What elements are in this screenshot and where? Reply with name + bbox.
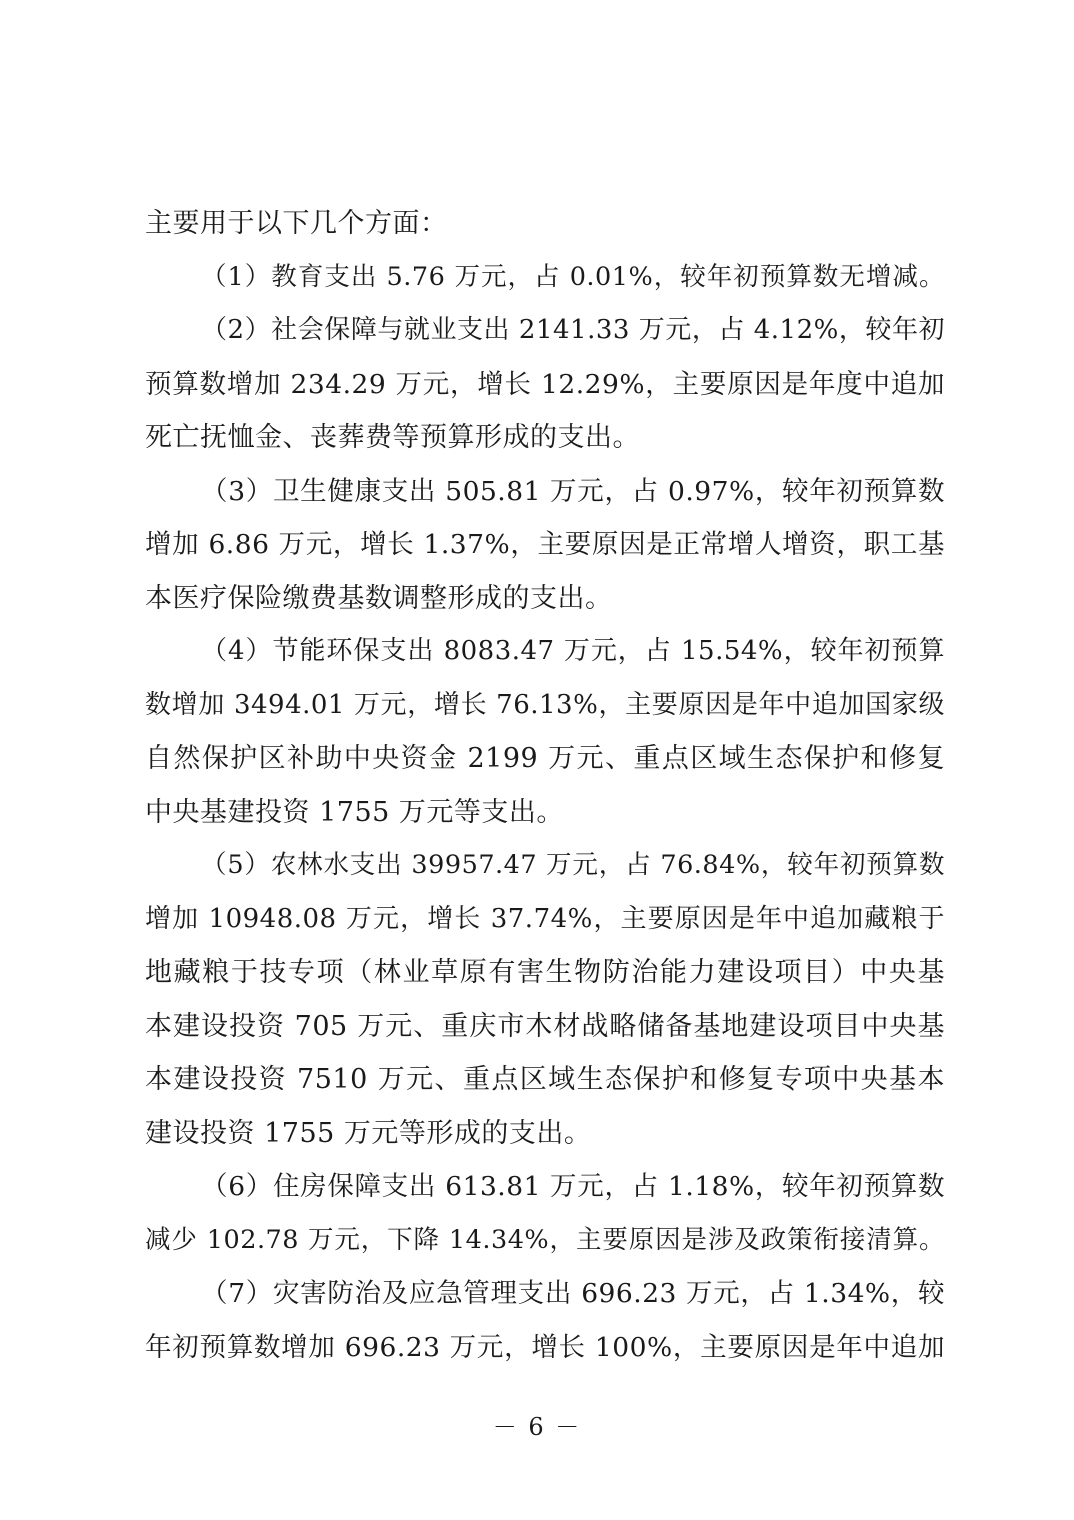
text-line: 增加 6.86 万元，增长 1.37%，主要原因是正常增人增资，职工基 [145,529,945,560]
text-line: 增加 10948.08 万元，增长 37.74%，主要原因是年中追加藏粮于 [145,903,945,934]
text-line: 主要用于以下几个方面： [145,208,448,239]
text-line: 年初预算数增加 696.23 万元，增长 100%，主要原因是年中追加 [145,1331,945,1363]
text-line: 本建设投资 705 万元、重庆市木材战略储备基地建设项目中央基 [145,1010,945,1042]
text-line: 数增加 3494.01 万元，增长 76.13%，主要原因是年中追加国家级 [145,689,945,720]
text-line: 中央基建投资 1755 万元等支出。 [145,796,564,828]
text-line: 预算数增加 234.29 万元，增长 12.29%，主要原因是年度中追加 [145,368,945,400]
text-line: （3）卫生健康支出 505.81 万元，占 0.97%，较年初预算数 [201,475,945,507]
text-line: （5）农林水支出 39957.47 万元，占 76.84%，较年初预算数 [201,850,945,880]
text-line: （1）教育支出 5.76 万元，占 0.01%，较年初预算数无增减。 [201,261,945,292]
text-line: （7）灾害防治及应急管理支出 696.23 万元，占 1.34%，较 [201,1278,945,1309]
text-line: （4）节能环保支出 8083.47 万元，占 15.54%，较年初预算 [201,636,945,666]
text-line: 减少 102.78 万元，下降 14.34%，主要原因是涉及政策衔接清算。 [145,1224,945,1255]
text-line: （6）住房保障支出 613.81 万元，占 1.18%，较年初预算数 [201,1171,945,1202]
text-line: 死亡抚恤金、丧葬费等预算形成的支出。 [145,422,640,453]
text-line: 建设投资 1755 万元等形成的支出。 [145,1117,592,1149]
text-line: 本建设投资 7510 万元、重点区域生态保护和修复专项中央基本 [145,1064,945,1095]
body-text [145,197,945,1374]
text-line: （2）社会保障与就业支出 2141.33 万元，占 4.12%，较年初 [201,315,945,345]
text-line: 自然保护区补助中央资金 2199 万元、重点区域生态保护和修复 [145,743,945,774]
page-number: － 6 － [492,1413,582,1441]
text-line: 地藏粮于技专项（林业草原有害生物防治能力建设项目）中央基 [145,957,945,988]
text-line: 本医疗保险缴费基数调整形成的支出。 [145,582,613,614]
